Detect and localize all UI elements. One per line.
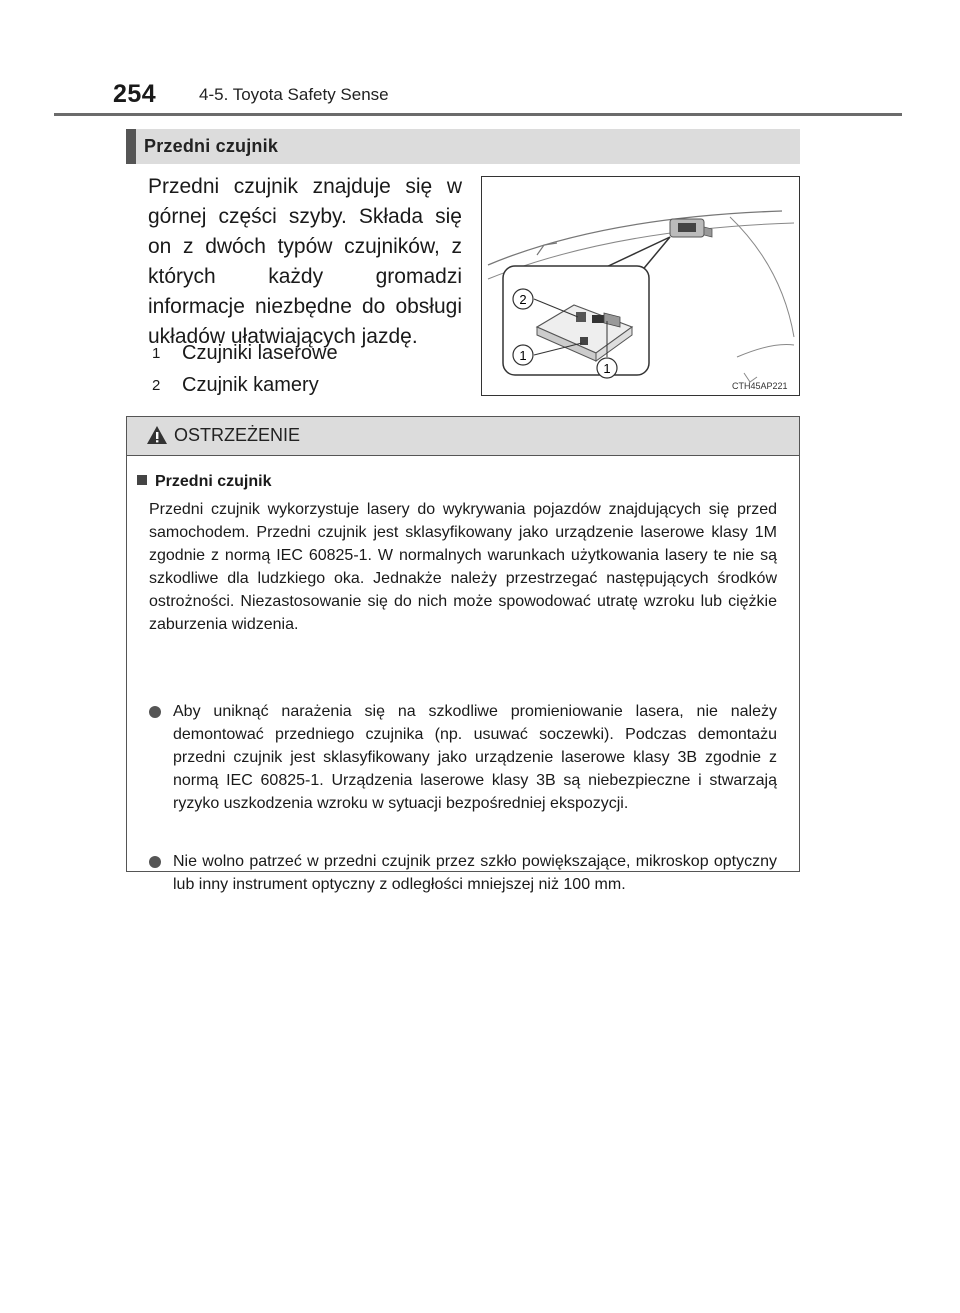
intro-text — [148, 172, 462, 352]
warning-bullet-2 — [149, 850, 777, 896]
square-bullet-icon — [137, 475, 147, 485]
warning-bullet-text: Aby uniknąć narażenia się na szkodliwe promieniowanie lasera, nie należy demontować przedniego czujnika (np. usuwać soczewki). Podczas demontażu przedni czujnik jest sklasyfikowany jako urządzenie laserowe klasy 3B zgodnie z normą IEC 60825-1. Urządzenia laserowe klasy 3B są niebezpieczne i stwarzają ryzyko uszkodzenia wzroku w sytuacji bezpośredniej ekspozycji. — [173, 703, 777, 812]
section-heading-bar — [126, 129, 136, 164]
figure-code: CTH45AP221 — [732, 381, 788, 391]
legend-label: Czujnik kamery — [182, 373, 319, 396]
section-heading — [126, 129, 800, 164]
sensor-illustration — [481, 176, 800, 396]
legend-item-2 — [152, 369, 338, 401]
callout-2-label: 2 — [519, 292, 527, 307]
warning-bullet-1 — [149, 700, 777, 815]
legend-list — [152, 337, 338, 401]
header-rule — [54, 113, 902, 116]
callout-1a-label: 1 — [519, 348, 527, 363]
section-title: Przedni czujnik — [144, 136, 279, 156]
legend-number: 2 — [152, 376, 161, 394]
warning-bullet-text: Nie wolno patrzeć w przedni czujnik przez szkło powiększające, mikroskop optyczny lub inny instrument optyczny z odległości mniejszej niż 100 mm. — [173, 853, 777, 893]
legend-number: 1 — [152, 344, 161, 362]
callout-1b-label: 1 — [603, 361, 611, 376]
warning-header — [127, 417, 799, 456]
warning-subheading — [137, 473, 271, 491]
windshield-sensor-drawing — [482, 177, 798, 394]
chapter-title: 4-5. Toyota Safety Sense — [199, 85, 389, 104]
warning-box — [126, 416, 800, 893]
legend-item-1 — [152, 337, 338, 369]
warning-paragraph: Przedni czujnik wykorzystuje lasery do wykrywania pojazdów znajdujących się przed samochodem. Przedni czujnik jest sklasyfikowany jako urządzenie laserowe klasy 1M zgodnie z normą IEC 60825-1. W normalnych warunkach użytkowania lasery te nie są szkodliwe dla ludzkiego oka. Jednakże należy przestrzegać następujących środków ostrożności. Niezastosowanie się do nich może spowodować utratę wzroku lub ciężkie zaburzenia widzenia. — [149, 501, 777, 633]
bullet-dot-icon — [149, 856, 161, 868]
page-number: 254 — [113, 80, 157, 108]
intro-paragraph: Przedni czujnik znajduje się w górnej części szyby. Składa się on z dwóch typów czujników, z których każdy gromadzi informacje niezbędne do obsługi układów ułatwiających jazdę. — [148, 175, 462, 348]
bullet-dot-icon — [149, 706, 161, 718]
warning-title: OSTRZEŻENIE — [174, 425, 301, 445]
warning-triangle-icon — [146, 425, 168, 445]
warning-subheading-text: Przedni czujnik — [155, 473, 272, 490]
legend-label: Czujniki laserowe — [182, 341, 338, 364]
